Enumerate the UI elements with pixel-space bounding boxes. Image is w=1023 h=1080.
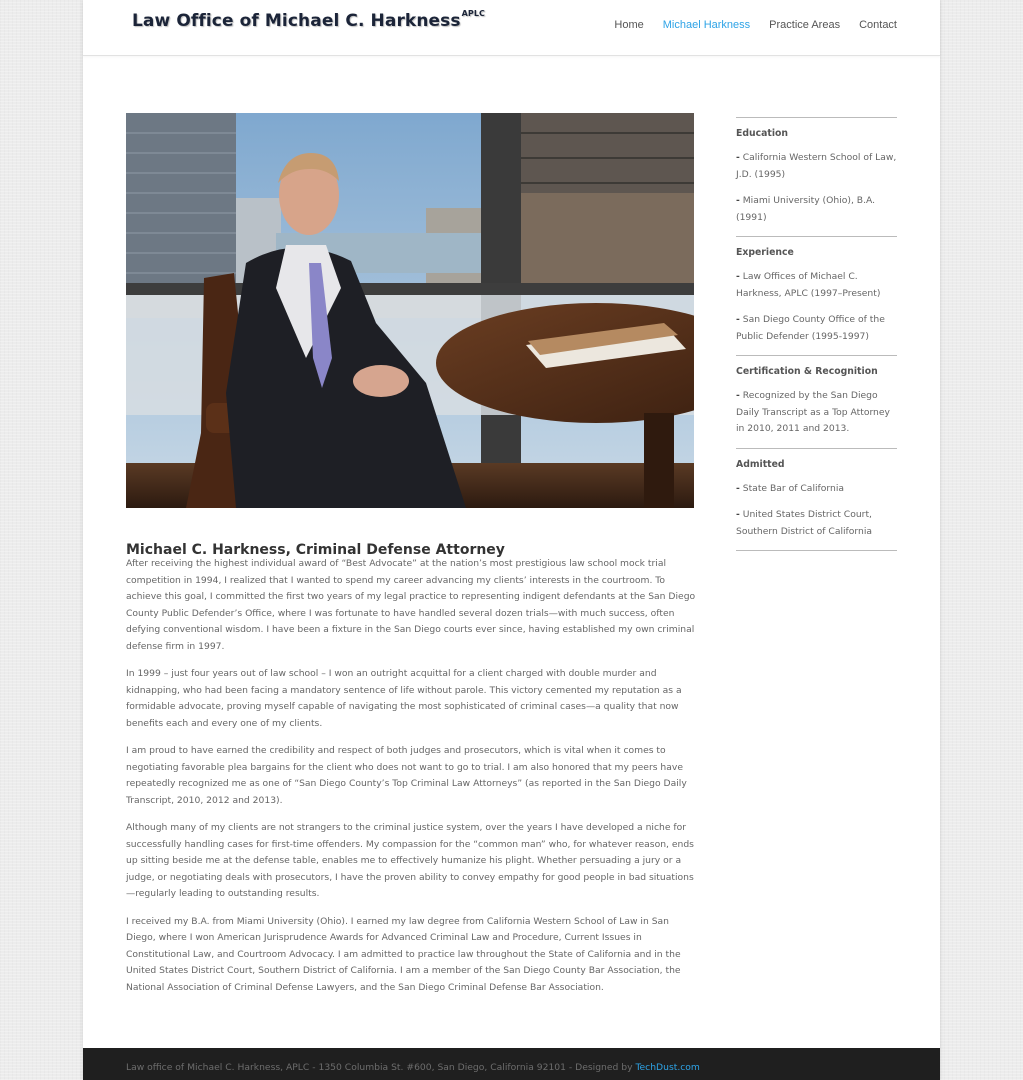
sidebar-item — [736, 481, 897, 498]
nav-michael-harkness[interactable]: Michael Harkness — [662, 19, 751, 31]
site-footer — [83, 1048, 940, 1080]
bullet: - — [736, 509, 740, 520]
sidebar-heading: Certification & Recognition — [736, 366, 878, 377]
logo-suffix: APLC — [461, 9, 486, 19]
sidebar-item-text: Miami University (Ohio), B.A. (1991) — [736, 195, 876, 223]
attorney-photo — [126, 113, 694, 508]
site-logo[interactable] — [132, 11, 485, 31]
sidebar-item-text: Recognized by the San Diego Daily Transcript as a Top Attorney in 2010, 2011 and 2013. — [736, 390, 890, 434]
bullet: - — [736, 390, 740, 401]
sidebar-item — [736, 507, 897, 540]
bio-paragraph: After receiving the highest individual award of “Best Advocate” at the nation’s most prestigious law school mock trial competition in 1994, I realized that I wanted to spend my career advancing my clients’ interests in the courtroom. To achieve this goal, I committed the first two years of my legal practice to representing indigent defendants at the San Diego County Public Defender’s Office, where I was fortunate to have handled several dozen trials—with much success, often defying conventional wisdom. I have been a fixture in the San Diego courts ever since, having established my own criminal defense firm in 1997. — [126, 558, 696, 652]
nav-practice-areas[interactable]: Practice Areas — [769, 19, 841, 31]
sidebar-heading: Education — [736, 128, 789, 139]
sidebar-certification — [736, 355, 897, 438]
sidebar-education — [736, 117, 897, 226]
bullet: - — [736, 482, 740, 494]
bio-paragraph: In 1999 – just four years out of law school – I won an outright acquittal for a client charged with double murder and kidnapping, who had been facing a mandatory sentence of life without parole. This victory cemented my reputation as a formidable advocate, proving myself capable of navigating the most sophisticated of criminal cases—a quality that now benefits each and every one of my clients. — [126, 668, 682, 729]
sidebar-item-text: State Bar of California — [742, 482, 845, 494]
site-header — [83, 0, 940, 56]
main-nav — [595, 19, 897, 31]
sidebar-divider — [736, 550, 897, 552]
sidebar-item — [736, 193, 897, 226]
sidebar — [736, 117, 897, 552]
sidebar-item-text: United States District Court, Southern District of California — [736, 509, 873, 537]
bio-article — [126, 556, 696, 1007]
sidebar-item — [736, 269, 897, 302]
bullet: - — [736, 195, 740, 206]
page-title: Michael C. Harkness, Criminal Defense Attorney — [126, 542, 505, 559]
sidebar-item-text: Law Offices of Michael C. Harkness, APLC (1997–Present) — [736, 271, 881, 299]
designer-link[interactable]: TechDust.com — [635, 1062, 700, 1073]
nav-home[interactable]: Home — [614, 19, 644, 31]
sidebar-heading: Experience — [736, 247, 794, 258]
bio-paragraph: Although many of my clients are not strangers to the criminal justice system, over the years I have developed a niche for successfully handling cases for first-time offenders. My compassion for the “common man” who, for whatever reason, ends up sitting beside me at the defense table, enables me to effectively humanize his plight. Whether persuading a jury or a judge, or negotiating deals with prosecutors, I have the proven ability to convey empathy for good people in bad situations—regularly leading to outstanding results. — [126, 822, 694, 899]
bio-paragraph: I am proud to have earned the credibility and respect of both judges and prosecutors, which is vital when it comes to negotiating favorable plea bargains for the client who does not want to go to trial. I am also honored that my peers have repeatedly recognized me as one of “San Diego County’s Top Criminal Law Attorneys” (as reported in the San Diego Daily Transcript, 2010, 2012 and 2013). — [126, 745, 687, 806]
sidebar-item-text: San Diego County Office of the Public Defender (1995-1997) — [736, 314, 885, 342]
sidebar-experience — [736, 236, 897, 345]
bullet: - — [736, 314, 740, 325]
bullet: - — [736, 152, 740, 163]
footer-text — [126, 1062, 700, 1073]
bullet: - — [736, 271, 740, 282]
sidebar-heading: Admitted — [736, 458, 785, 470]
sidebar-admitted — [736, 448, 897, 541]
sidebar-item — [736, 150, 897, 183]
attorney-photo-illustration — [126, 113, 694, 508]
bio-paragraph: I received my B.A. from Miami University (Ohio). I earned my law degree from California Western School of Law in San Diego, where I won American Jurisprudence Awards for Advanced Criminal Law and Procedure, Current Issues in Constitutional Law, and Courtroom Advocacy. I am admitted to practice law throughout the State of California and in the United States District Court, Southern District of California. I am a member of the San Diego County Bar Association, the National Association of Criminal Defense Lawyers, and the San Diego Criminal Defense Bar Association. — [126, 915, 681, 993]
sidebar-item-text: California Western School of Law, J.D. (1995) — [736, 152, 897, 180]
footer-address: Law office of Michael C. Harkness, APLC - 1350 Columbia St. #600, San Diego, California 92101 - Designed by — [126, 1062, 636, 1073]
page-container — [83, 0, 940, 1080]
sidebar-item — [736, 312, 897, 345]
logo-text: Law Office of Michael C. Harkness — [132, 11, 461, 31]
nav-contact[interactable]: Contact — [859, 19, 897, 31]
sidebar-item — [736, 388, 897, 438]
